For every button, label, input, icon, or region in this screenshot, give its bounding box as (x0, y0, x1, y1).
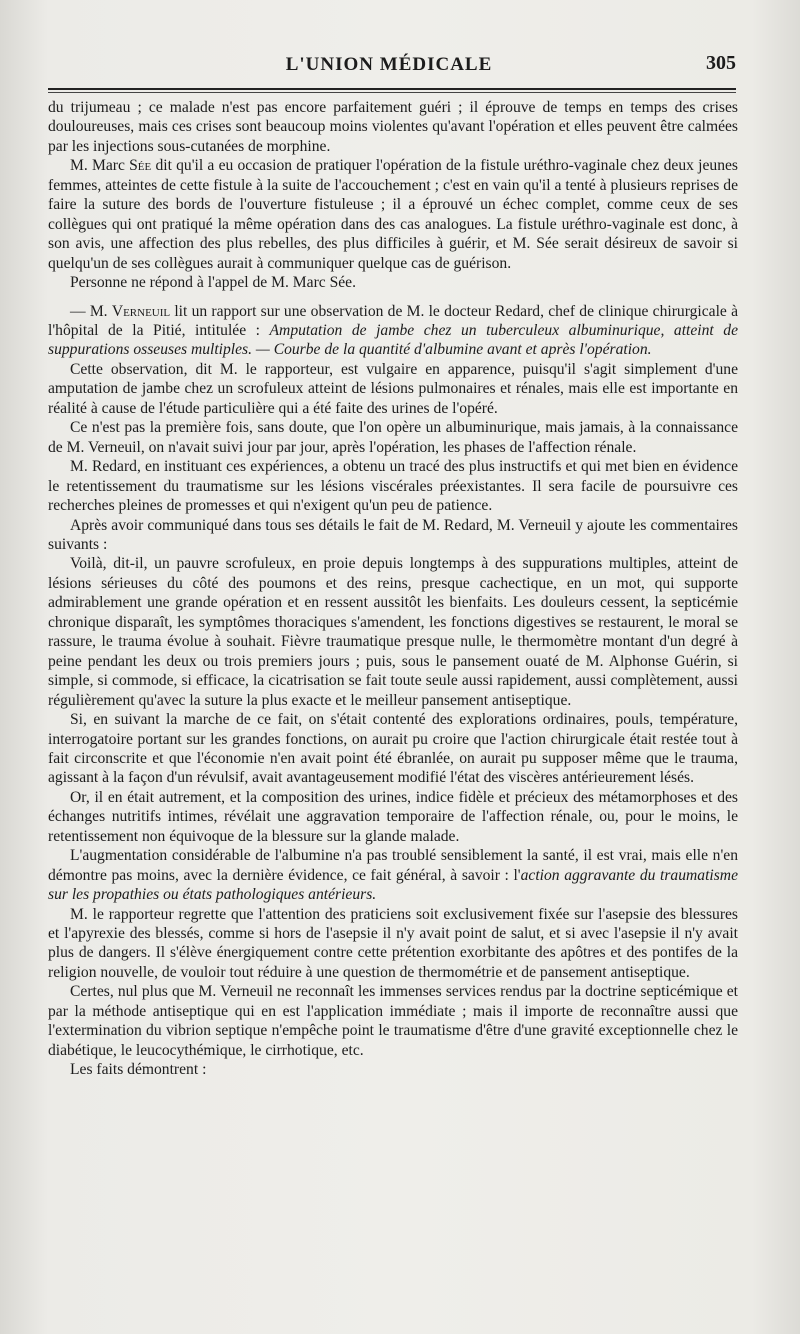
emphasized-phrase: action aggravante du traumatisme sur les propathies ou états pathologiques antérieurs. (48, 866, 738, 904)
paragraph (48, 457, 738, 515)
paragraph (48, 1060, 738, 1079)
paragraph-text: dit qu'il a eu occasion de pratiquer l'opération de la fistule uréthro-vaginale chez deux jeunes femmes, atteintes de cette fistule à la suite de l'accouchement ; c'est en vain qu'il a tenté à plusieurs reprises de faire la suture des bords de l'ouverture fistuleuse ; il a éprouvé un échec complet, comme ceux de ses collègues qui ont pratiqué la même opération dans des cas analogues. La fistule uréthro-vaginale est donc, à son avis, une affection des plus rebelles, des plus difficiles à guérir, et M. Sée serait désireux de savoir si quelqu'un de ses collègues aurait à communiquer quelque cas de guérison. (48, 157, 738, 272)
body-text (48, 98, 738, 1080)
paragraph-text: du trijumeau ; ce malade n'est pas encore parfaitement guéri ; il éprouve de temps en temps des crises douloureuses, mais ces crises sont beaucoup moins violentes qu'avant l'opération et elles peuvent être calmées par les injections sous-cutanées de morphine. (48, 99, 738, 155)
report-title: Amputation de jambe chez un tuberculeux albuminurique, atteint de suppurations osseuses multiples. — Courbe de la quantité d'albumine avant et après l'opération. (48, 321, 738, 359)
paragraph-text: Si, en suivant la marche de ce fait, on s'était contenté des explorations ordinaires, pouls, température, interrogatoire portant sur les grandes fonctions, on aurait pu croire que l'action chirurgicale était restée tout à fait circonscrite et que l'économie n'en avait point été ébranlée, on aurait pu supposer même que le trauma, agissant à la façon d'un révulsif, avait avantageusement modifié l'état des viscères antérieurement lésés. (48, 711, 738, 787)
paragraph (48, 273, 738, 292)
paragraph-text: Voilà, dit-il, un pauvre scrofuleux, en proie depuis longtemps à des suppurations multiples, atteint de lésions sérieuses du côté des poumons et des reins, presque cachectique, en un mot, qui supporte admirablement une grande opération et en ressent aussitôt les bienfaits. Les douleurs cessent, la septicémie chronique disparaît, les symptômes thoraciques s'amendent, les fonctions digestives se restaurent, le moral se rassure, le trauma évolue à souhait. Fièvre traumatique presque nulle, le thermomètre montant d'un degré à peine pendant les deux ou trois premiers jours ; puis, sous le pansement ouaté de M. Alphonse Guérin, si simple, si commode, si efficace, la cicatrisation se fait toute seule aussi rapidement, aussi complètement, aussi régulièrement qu'avec la suture la plus exacte et le meilleur pansement antiseptique. (48, 555, 738, 709)
paragraph (48, 98, 738, 156)
paragraph (48, 905, 738, 983)
paragraph (48, 710, 738, 788)
paragraph-text: lit un rapport sur une observation de M. le docteur Redard, chef de clinique chirurgicale à l'hôpital de la Pitié, intitulée : (48, 302, 738, 339)
paragraph (48, 982, 738, 1060)
paragraph (48, 360, 738, 418)
paragraph (48, 302, 738, 360)
paragraph-text: L'augmentation considérable de l'albumine n'a pas troublé sensiblement la santé, il est vrai, mais elle n'en démontre pas moins, avec la dernière évidence, ce fait général, à savoir : l' (48, 847, 738, 884)
header-rule (48, 88, 736, 90)
paragraph-text: Certes, nul plus que M. Verneuil ne reconnaît les immenses services rendus par la doctrine septicémique et par la méthode antiseptique qui en est l'application immédiate ; mais il importe de reconnaître aussi que l'extermination du vibrion septique n'empêche point le traumatisme d'être d'une gravité exceptionnelle chez le diabétique, le leucocythémique, le cirrhotique, etc. (48, 983, 738, 1059)
running-head (48, 50, 736, 80)
paragraph-text: Après avoir communiqué dans tous ses détails le fait de M. Redard, M. Verneuil y ajoute les commentaires suivants : (48, 516, 738, 553)
paragraph-text: Ce n'est pas la première fois, sans doute, que l'on opère un albuminurique, mais jamais, à la connaissance de M. Verneuil, on n'avait suivi jour par jour, après l'opération, les phases de l'affection rénale. (48, 419, 738, 456)
page-number: 305 (706, 52, 736, 74)
paragraph (48, 846, 738, 904)
paragraph-text: M. le rapporteur regrette que l'attention des praticiens soit exclusivement fixée sur l'asepsie des blessures et l'apyrexie des blessés, comme si hors de l'asepsie il n'y avait point de salut, et si avec l'asepsie il n'y avait plus de dangers. Il s'élève énergiquement contre cette prétention exorbitante des apôtres et des pontifes de la religion nouvelle, de vouloir tout réduire à une question de thermométrie et de pansement antiseptique. (48, 905, 738, 981)
paragraph-text: Personne ne répond à l'appel de M. Marc Sée. (70, 274, 357, 292)
speaker-prefix: — M. (70, 302, 112, 320)
speaker-name: Verneuil (111, 302, 171, 320)
paragraph (48, 156, 738, 273)
paragraph (48, 788, 738, 846)
paragraph-text: Or, il en était autrement, et la composition des urines, indice fidèle et précieux des métamorphoses et des échanges nutritifs intimes, révélait une aggravation temporaire de l'affection rénale, ou, pour le moins, le retentissement non équivoque de la blessure sur la glande malade. (48, 788, 738, 845)
speaker-name: Sée (129, 157, 152, 175)
speaker-prefix: M. Marc (70, 157, 130, 175)
paragraph-text: M. Redard, en instituant ces expériences, a obtenu un tracé des plus instructifs et qui met bien en évidence le retentissement du traumatisme sur les lésions viscérales préexistantes. Il sera facile de poursuivre ces recherches pleines de promesses et qui n'exigent qu'un peu de patience. (48, 458, 738, 515)
paragraph (48, 554, 738, 710)
paragraph (48, 516, 738, 555)
paragraph-text: Cette observation, dit M. le rapporteur, est vulgaire en apparence, puisqu'il s'agit simplement d'une amputation de jambe chez un scrofuleux atteint de lésions pulmonaires et rénales, mais elle est importante en réalité à cause de l'étude particulière qui a été faite des urines de l'opéré. (48, 360, 738, 417)
paragraph-text: Les faits démontrent : (70, 1061, 207, 1079)
paragraph (48, 418, 738, 457)
journal-title: L'UNION MÉDICALE (285, 54, 493, 75)
